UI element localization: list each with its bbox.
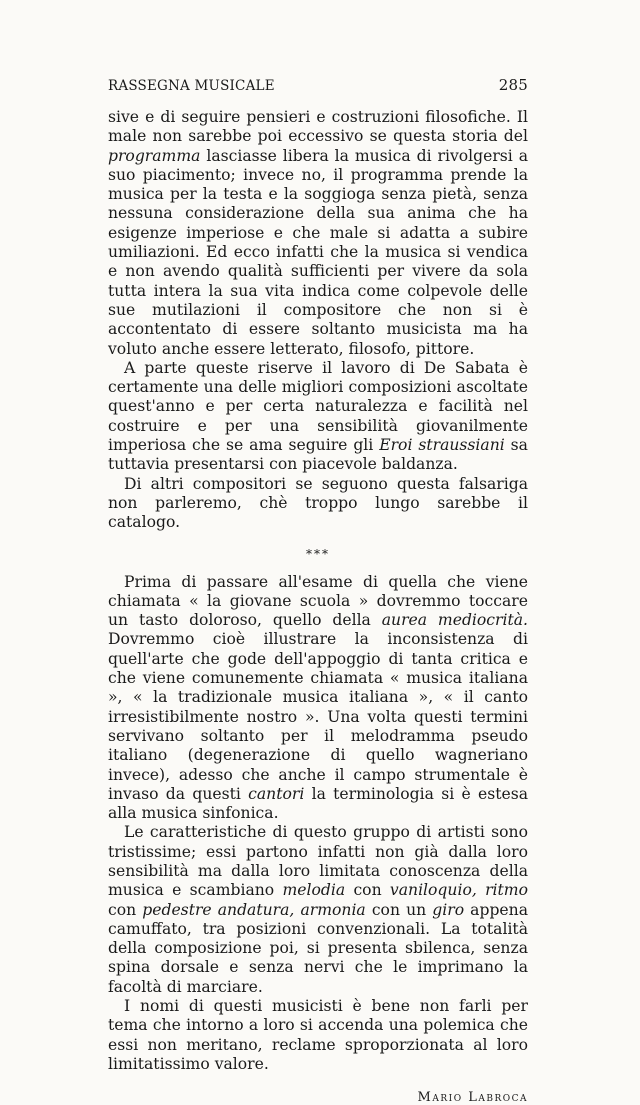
italic-run: programma [108, 146, 201, 165]
running-head [108, 70, 528, 94]
italic-run: cantori [248, 784, 305, 803]
paragraph [108, 997, 528, 1074]
text-run: sive e di seguire pensieri e costruzioni filosofiche. Il male non sarebbe poi eccessivo se questa storia del [108, 108, 528, 146]
text-run: sa tuttavia presentarsi con piacevole baldanza. [108, 436, 528, 474]
section-separator: *** [306, 546, 330, 561]
text-run: Le caratteristiche di questo gruppo di artisti sono tristissime; essi partono infatti non già dalla loro sensibilità ma dalla loro limitata conoscenza della musica e scambiano [108, 823, 528, 900]
text-run: Di altri compositori se seguono questa falsariga non parleremo, chè troppo lungo sarebbe il catalogo. [108, 474, 528, 532]
text-run: I nomi di questi musicisti è bene non farli per tema che intorno a loro si accenda una polemica che essi non meritano, reclame sproporzionata al loro limitatissimo valore. [108, 997, 528, 1073]
page [108, 70, 528, 1105]
text-run: la terminologia si è estesa alla musica sinfonica. [108, 784, 529, 823]
text-run: appena camuffato, tra posizioni convenzionali. La totalità della composizione poi, si presenta sbilenca, senza spina dorsale e senza nervi che le imprimano la facoltà di marciare. [108, 900, 528, 996]
paragraph [108, 359, 528, 475]
italic-run: ritmo [485, 881, 528, 900]
paragraph [108, 475, 528, 533]
text-run: Prima di passare all'esame di quella che viene chiamata « la giovane scuola » dovremmo toccare un tasto doloroso, quello della [108, 572, 528, 630]
body-text-after [108, 573, 528, 1075]
text-run: A parte queste riserve il lavoro di De Sabata è certamente una delle migliori composizioni ascoltate quest'anno e per certa naturalezza e facilità nel costruire e per una sensibilità giovanilmente imperiosa che se ama seguire gli [108, 358, 528, 455]
paragraph [108, 573, 528, 824]
text-run: lasciasse libera la musica di rivolgersi a suo piacimento; invece no, il programma prende la musica per la testa e la soggioga senza pietà, senza nessuna considerazione della sua anima che ha esigenze imperiose e che male si adatta a subire umiliazioni. Ed ecco infatti che la musica si vendica e non avendo qualità sufficienti per vivere da sola tutta intera la sua vita indica come colpevole delle sue mutilazioni il compositore che non si è accontentato di essere soltanto musicista ma ha voluto anche essere letterato, filosofo, pittore. [108, 146, 528, 358]
italic-run: Eroi straussiani [379, 436, 505, 455]
italic-run: giro [432, 900, 465, 919]
text-run [477, 881, 485, 899]
body-text-before [108, 108, 528, 533]
paragraph [108, 823, 528, 997]
italic-run: vaniloquio, [389, 881, 477, 900]
running-title: RASSEGNA MUSICALE [108, 78, 275, 94]
italic-run: melodia [282, 881, 346, 900]
author-signature: Mario Labroca [417, 1090, 528, 1105]
text-run: con [108, 900, 143, 919]
page-number: 285 [498, 76, 528, 94]
text-run: Dovremmo cioè illustrare la inconsistenza di quell'arte che gode dell'appoggio di tanta critica e che viene comunemente chiamata « musica italiana », « la tradizionale musica italiana », « il canto irresistibilmente nostro ». Una volta questi termini servivano soltanto per il melodramma pseudo italiano (degenerazione di quello wagneriano invece), adesso che anche il campo strumentale è invaso da questi [108, 630, 528, 803]
italic-run: armonia [300, 900, 366, 919]
italic-run: pedestre andatura, [142, 900, 295, 919]
text-run: con [345, 881, 390, 900]
text-run: con un [365, 900, 433, 919]
paragraph [108, 108, 528, 359]
italic-run: aurea mediocrità. [381, 611, 528, 630]
